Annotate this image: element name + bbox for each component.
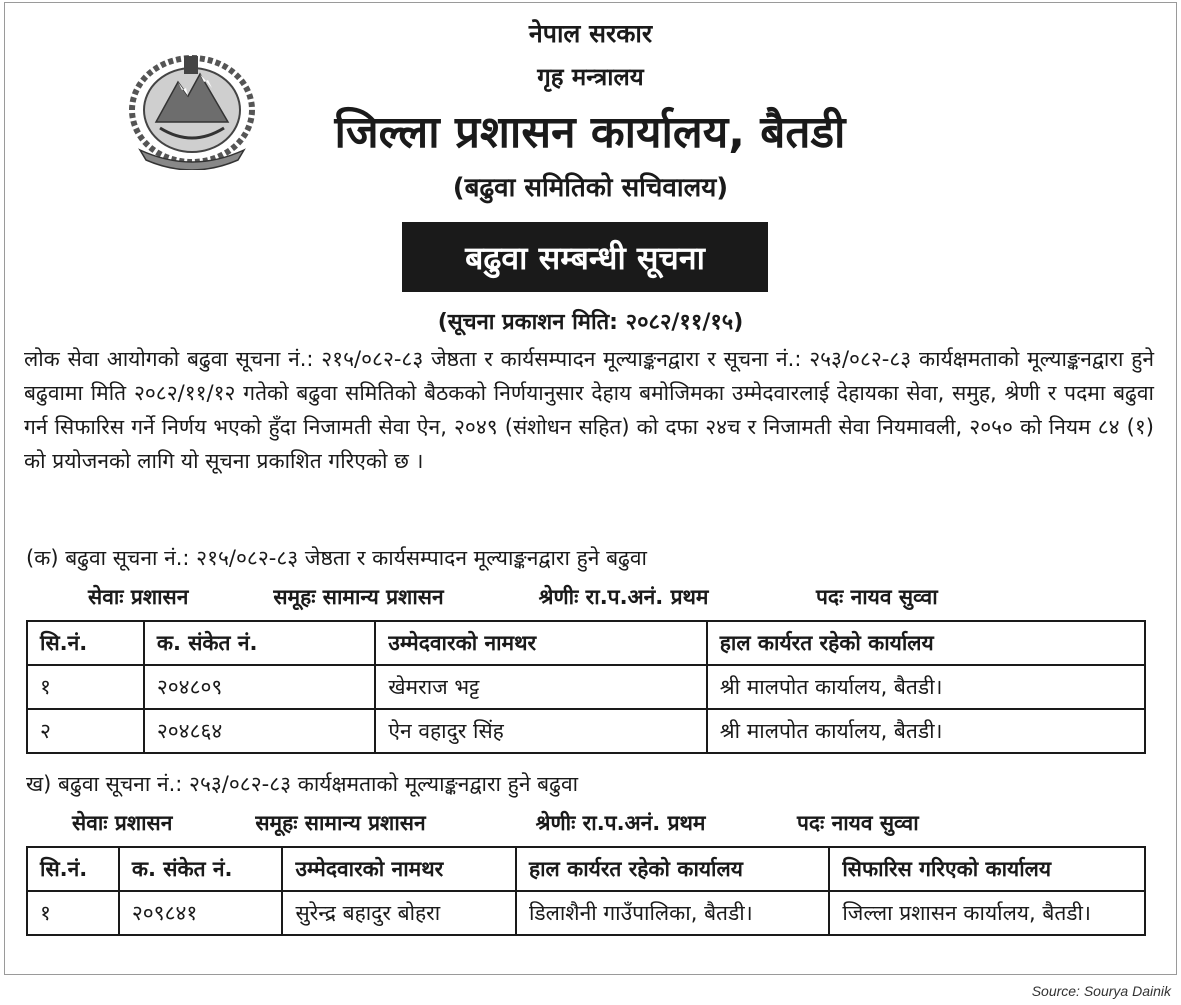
- current-office-cell: श्री मालपोत कार्यालय, बैतडी।: [707, 709, 1145, 753]
- section-b-meta: [72, 809, 919, 837]
- column-header: क. संकेत नं.: [144, 621, 376, 665]
- candidate-name-cell: ऐन वहादुर सिंह: [375, 709, 706, 753]
- section-b-heading: ख) बढुवा सूचना नं.: २५३/०८२-८३ कार्यक्षमताको मूल्याङ्कनद्वारा हुने बढुवा: [26, 772, 579, 796]
- section-a-service: सेवाः प्रशासन: [88, 585, 189, 609]
- column-header: हाल कार्यरत रहेको कार्यालय: [516, 847, 829, 891]
- table-header-row: [27, 847, 1145, 891]
- column-header: सि.नं.: [27, 621, 144, 665]
- source-credit: Source: Sourya Dainik: [1031, 983, 1171, 999]
- table-row: [27, 891, 1145, 935]
- section-b-class: श्रेणीः रा.प.अनं. प्रथम: [535, 811, 706, 835]
- table-header-row: [27, 621, 1145, 665]
- column-header: क. संकेत नं.: [119, 847, 283, 891]
- recommended-office-cell: जिल्ला प्रशासन कार्यालय, बैतडी।: [829, 891, 1145, 935]
- secretariat-name: (बढुवा समितिको सचिवालय): [452, 173, 729, 203]
- column-header: सिफारिस गरिएको कार्यालय: [829, 847, 1145, 891]
- current-office-cell: श्री मालपोत कार्यालय, बैतडी।: [707, 665, 1145, 709]
- column-header: उम्मेदवारको नामथर: [375, 621, 706, 665]
- notice-title: बढुवा सम्बन्धी सूचना: [402, 222, 768, 292]
- current-office-cell: डिलाशैनी गाउँपालिका, बैतडी।: [516, 891, 829, 935]
- symbol-number-cell: २०४८६४: [144, 709, 376, 753]
- publication-date: (सूचना प्रकाशन मिति: २०८२/११/१५): [437, 310, 744, 335]
- column-header: उम्मेदवारको नामथर: [282, 847, 515, 891]
- candidate-name-cell: सुरेन्द्र बहादुर बोहरा: [282, 891, 515, 935]
- column-header: सि.नं.: [27, 847, 119, 891]
- section-a-post: पदः नायव सुव्वा: [815, 585, 938, 609]
- symbol-number-cell: २०९८४१: [119, 891, 283, 935]
- section-a-table: [26, 620, 1146, 754]
- ministry-name: गृह मन्त्रालय: [537, 63, 644, 91]
- section-a-heading: (क) बढुवा सूचना नं.: २१५/०८२-८३ जेष्ठता र कार्यसम्पादन मूल्याङ्कनद्वारा हुने बढुवा: [26, 546, 647, 570]
- section-a-group: समूहः सामान्य प्रशासन: [273, 585, 444, 609]
- serial-cell: १: [27, 891, 119, 935]
- serial-cell: १: [27, 665, 144, 709]
- section-b-post: पदः नायव सुव्वा: [796, 811, 919, 835]
- section-a-class: श्रेणीः रा.प.अनं. प्रथम: [538, 585, 709, 609]
- section-b-service: सेवाः प्रशासन: [72, 811, 173, 835]
- candidate-name-cell: खेमराज भट्ट: [375, 665, 706, 709]
- symbol-number-cell: २०४८०९: [144, 665, 376, 709]
- office-name: जिल्ला प्रशासन कार्यालय, बैतडी: [334, 107, 846, 158]
- table-row: [27, 709, 1145, 753]
- section-b-group: समूहः सामान्य प्रशासन: [255, 811, 426, 835]
- notice-body: लोक सेवा आयोगको बढुवा सूचना नं.: २१५/०८२-८३ जेष्ठता र कार्यसम्पादन मूल्याङ्कनद्वारा र सूचना नं.: २५३/०८२-८३ कार्यक्षमताको मूल्याङ्कनद्वारा हुने बढुवामा मिति २०८२/११/१२ गतेको बढुवा समितिको बैठकको निर्णयानुसार देहाय बमोजिमका उम्मेदवारलाई देहायका सेवा, समुह, श्रेणी र पदमा बढुवा गर्न सिफारिस गर्ने निर्णय भएको हुँदा निजामती सेवा ऐन, २०४९ (संशोधन सहित) को दफा २४च र निजामती सेवा नियमावली, २०५० को नियम ८४ (१) को प्रयोजनको लागि यो सूचना प्रकाशित गरिएको छ ।: [24, 347, 1154, 473]
- section-a-meta: [88, 583, 938, 611]
- government-name: नेपाल सरकार: [528, 19, 653, 48]
- table-row: [27, 665, 1145, 709]
- section-b-table: [26, 846, 1146, 936]
- serial-cell: २: [27, 709, 144, 753]
- column-header: हाल कार्यरत रहेको कार्यालय: [707, 621, 1145, 665]
